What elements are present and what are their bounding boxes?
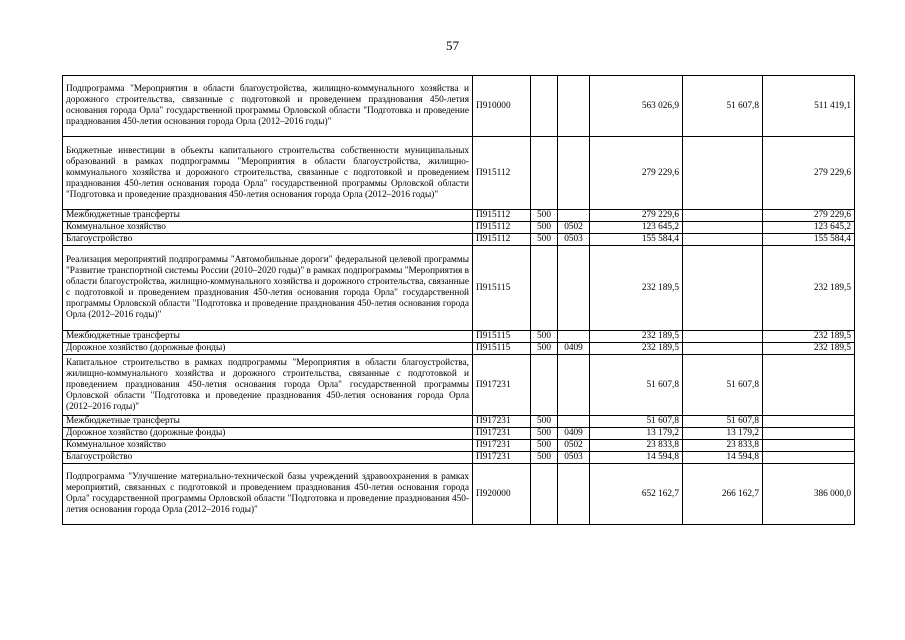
row-total-amount: 13 179,2 <box>590 428 683 440</box>
row-target-code: П917231 <box>473 428 531 440</box>
row-total-amount: 232 189,5 <box>590 343 683 355</box>
row-expense-type <box>531 355 558 416</box>
budget-table <box>62 75 855 525</box>
row-description: Коммунальное хозяйство <box>63 222 473 234</box>
row-total-amount: 23 833,8 <box>590 440 683 452</box>
row-amount-2: 511 419,1 <box>763 76 855 137</box>
row-amount-2 <box>763 452 855 464</box>
row-amount-1 <box>683 343 763 355</box>
row-description: Дорожное хозяйство (дорожные фонды) <box>63 428 473 440</box>
row-target-code: П910000 <box>473 76 531 137</box>
row-expense-type: 500 <box>531 440 558 452</box>
row-total-amount: 279 229,6 <box>590 210 683 222</box>
row-amount-1 <box>683 210 763 222</box>
row-section-code <box>558 355 590 416</box>
row-target-code: П917231 <box>473 416 531 428</box>
row-amount-2 <box>763 355 855 416</box>
row-amount-1 <box>683 331 763 343</box>
row-total-amount: 279 229,6 <box>590 137 683 210</box>
row-target-code: П917231 <box>473 452 531 464</box>
row-target-code: П915115 <box>473 343 531 355</box>
row-section-code: 0502 <box>558 440 590 452</box>
row-amount-2: 279 229,6 <box>763 210 855 222</box>
table-row <box>63 234 855 246</box>
row-description: Подпрограмма "Улучшение материально-технической базы учреждений здравоохранения в рамках мероприятий, связанных с подготовкой и проведением празднования 450-летия основания города Орла" государственной программы Орловской области "Подготовка и проведение празднования 450-летия основания города Орла (2012–2016 годы)" <box>63 464 473 525</box>
row-section-code: 0409 <box>558 343 590 355</box>
table-row <box>63 222 855 234</box>
row-amount-1: 51 607,8 <box>683 76 763 137</box>
row-total-amount: 51 607,8 <box>590 416 683 428</box>
row-expense-type: 500 <box>531 210 558 222</box>
row-amount-1: 14 594,8 <box>683 452 763 464</box>
row-section-code: 0503 <box>558 452 590 464</box>
row-description: Подпрограмма "Мероприятия в области благоустройства, жилищно-коммунального хозяйства и дорожного строительства, связанные с подготовкой и проведением празднования 450-летия основания города Орла" государственной программы Орловской области "Подготовка и проведение празднования 450-летия основания города Орла (2012–2016 годы)" <box>63 76 473 137</box>
row-amount-1: 23 833,8 <box>683 440 763 452</box>
row-total-amount: 563 026,9 <box>590 76 683 137</box>
table-row-program <box>63 464 855 525</box>
row-target-code: П915112 <box>473 234 531 246</box>
row-section-code <box>558 464 590 525</box>
row-amount-1 <box>683 222 763 234</box>
row-total-amount: 652 162,7 <box>590 464 683 525</box>
row-amount-2: 232 189,5 <box>763 246 855 331</box>
row-description: Межбюджетные трансферты <box>63 210 473 222</box>
row-expense-type: 500 <box>531 452 558 464</box>
row-expense-type: 500 <box>531 343 558 355</box>
row-total-amount: 51 607,8 <box>590 355 683 416</box>
row-amount-1: 13 179,2 <box>683 428 763 440</box>
row-expense-type: 500 <box>531 222 558 234</box>
table-row-program <box>63 76 855 137</box>
row-total-amount: 123 645,2 <box>590 222 683 234</box>
table-row <box>63 343 855 355</box>
row-description: Реализация мероприятий подпрограммы "Автомобильные дороги" федеральной целевой программы "Развитие транспортной системы России (2010–2020 годы)" в рамках подпрограммы "Мероприятия в области благоустройства, жилищно-коммунального хозяйства и дорожного строительства, связанные с подготовкой и проведением празднования 450-летия основания города Орла" государственной программы Орловской области "Подготовка и проведение празднования 450-летия основания города Орла (2012–2016 годы)" <box>63 246 473 331</box>
row-target-code: П915112 <box>473 137 531 210</box>
row-amount-1: 51 607,8 <box>683 355 763 416</box>
row-amount-2: 155 584,4 <box>763 234 855 246</box>
row-amount-2 <box>763 416 855 428</box>
row-target-code: П917231 <box>473 355 531 416</box>
row-section-code <box>558 331 590 343</box>
row-target-code: П915112 <box>473 222 531 234</box>
row-amount-2: 386 000,0 <box>763 464 855 525</box>
row-description: Межбюджетные трансферты <box>63 416 473 428</box>
row-expense-type: 500 <box>531 234 558 246</box>
row-description: Коммунальное хозяйство <box>63 440 473 452</box>
row-expense-type <box>531 246 558 331</box>
row-amount-2 <box>763 440 855 452</box>
row-amount-2 <box>763 428 855 440</box>
row-section-code <box>558 210 590 222</box>
row-description: Дорожное хозяйство (дорожные фонды) <box>63 343 473 355</box>
row-expense-type: 500 <box>531 331 558 343</box>
row-amount-2: 123 645,2 <box>763 222 855 234</box>
row-expense-type <box>531 137 558 210</box>
row-target-code: П915112 <box>473 210 531 222</box>
table-row <box>63 331 855 343</box>
row-section-code: 0502 <box>558 222 590 234</box>
row-expense-type: 500 <box>531 428 558 440</box>
row-description: Бюджетные инвестиции в объекты капитального строительства собственности муниципальных образований в рамках подпрограммы "Мероприятия в области благоустройства, жилищно-коммунального хозяйства и дорожного строительства, связанные с подготовкой и проведением празднования 450-летия основания города Орла" государственной программы Орловской области "Подготовка и проведение празднования 450-летия основания города Орла (2012–2016 годы)" <box>63 137 473 210</box>
row-total-amount: 14 594,8 <box>590 452 683 464</box>
row-expense-type <box>531 76 558 137</box>
table-row <box>63 440 855 452</box>
table-row <box>63 428 855 440</box>
row-target-code: П917231 <box>473 440 531 452</box>
row-section-code <box>558 246 590 331</box>
page-number: 57 <box>446 38 459 53</box>
row-target-code: П920000 <box>473 464 531 525</box>
row-total-amount: 155 584,4 <box>590 234 683 246</box>
row-expense-type: 500 <box>531 416 558 428</box>
row-total-amount: 232 189,5 <box>590 246 683 331</box>
row-total-amount: 232 189,5 <box>590 331 683 343</box>
table-row <box>63 452 855 464</box>
table-row-program <box>63 355 855 416</box>
row-amount-1: 51 607,8 <box>683 416 763 428</box>
row-amount-2: 232 189,5 <box>763 343 855 355</box>
row-amount-2: 232 189,5 <box>763 331 855 343</box>
row-description: Межбюджетные трансферты <box>63 331 473 343</box>
row-target-code: П915115 <box>473 331 531 343</box>
table-row-program <box>63 246 855 331</box>
row-description: Благоустройство <box>63 452 473 464</box>
row-amount-1 <box>683 137 763 210</box>
table-row <box>63 210 855 222</box>
table-row-program <box>63 137 855 210</box>
row-amount-2: 279 229,6 <box>763 137 855 210</box>
table-row <box>63 416 855 428</box>
row-target-code: П915115 <box>473 246 531 331</box>
row-amount-1 <box>683 246 763 331</box>
row-expense-type <box>531 464 558 525</box>
row-section-code <box>558 137 590 210</box>
row-section-code <box>558 76 590 137</box>
row-description: Благоустройство <box>63 234 473 246</box>
row-amount-1 <box>683 234 763 246</box>
row-section-code: 0503 <box>558 234 590 246</box>
row-section-code: 0409 <box>558 428 590 440</box>
row-description: Капитальное строительство в рамках подпрограммы "Мероприятия в области благоустройства, жилищно-коммунального хозяйства и дорожного строительства, связанные с подготовкой и проведением празднования 450-летия основания города Орла" государственной программы Орловской области "Подготовка и проведение празднования 450-летия основания города Орла (2012–2016 годы)" <box>63 355 473 416</box>
row-section-code <box>558 416 590 428</box>
row-amount-1: 266 162,7 <box>683 464 763 525</box>
